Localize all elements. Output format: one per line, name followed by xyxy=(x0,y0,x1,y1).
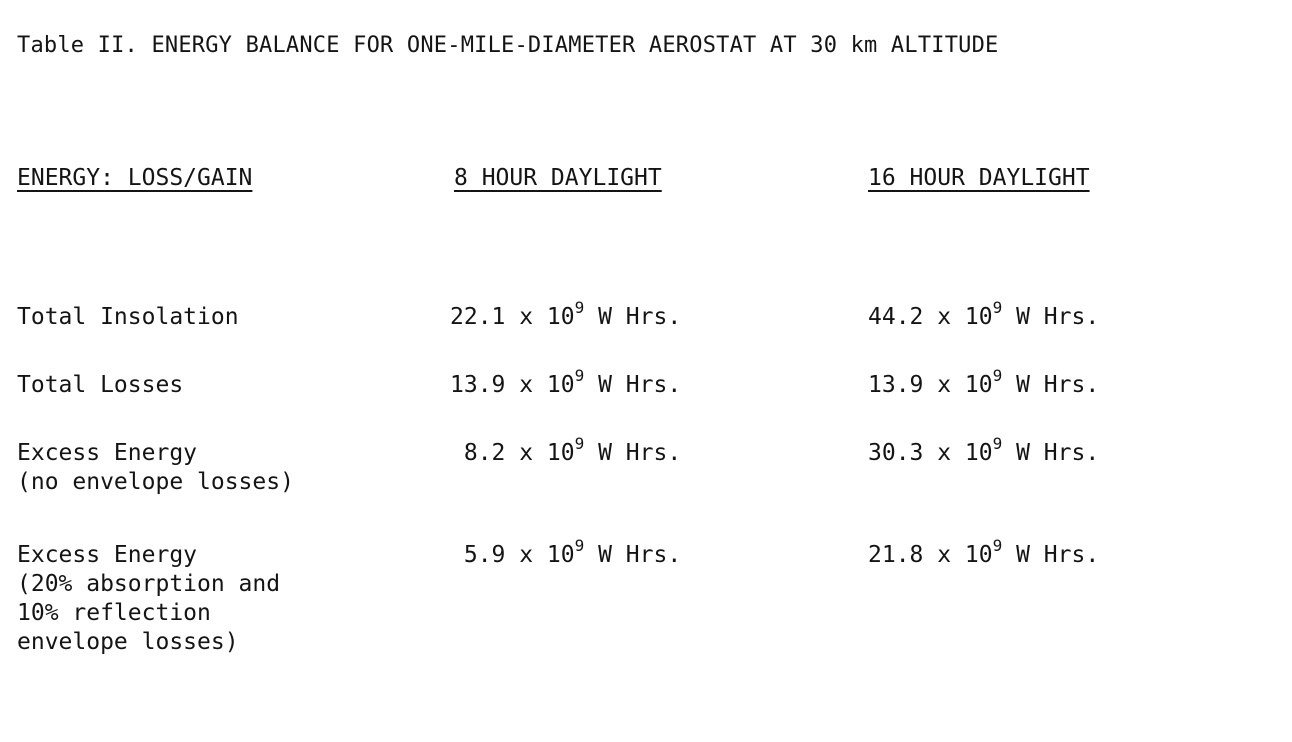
table-title: Table II. ENERGY BALANCE FOR ONE-MILE-DIAMETER AEROSTAT AT 30 km ALTITUDE xyxy=(17,33,999,58)
row-label-total-losses: Total Losses xyxy=(17,372,184,398)
value-8h-total-insolation: 22.1 x $10^9$ W Hrs. xyxy=(450,298,682,330)
row-label-total-insolation: Total Insolation xyxy=(17,304,239,330)
column-header-8-hour: 8 HOUR DAYLIGHT xyxy=(454,165,662,191)
row-label-excess-energy-envelope-losses: Excess Energy (20% absorption and 10% reflection envelope losses) xyxy=(17,542,281,655)
value-16h-total-losses: 13.9 x $10^9$ W Hrs. xyxy=(868,366,1100,398)
row-label-excess-energy-no-losses: Excess Energy (no envelope losses) xyxy=(17,440,294,495)
column-header-energy: ENERGY: LOSS/GAIN xyxy=(17,165,253,191)
value-16h-excess-energy-envelope-losses: 21.8 x $10^9$ W Hrs. xyxy=(868,536,1100,568)
value-8h-total-losses: 13.9 x $10^9$ W Hrs. xyxy=(450,366,682,398)
value-16h-total-insolation: 44.2 x $10^9$ W Hrs. xyxy=(868,298,1100,330)
value-8h-excess-energy-envelope-losses: 5.9 x $10^9$ W Hrs. xyxy=(450,536,682,568)
value-16h-excess-energy-no-losses: 30.3 x $10^9$ W Hrs. xyxy=(868,434,1100,466)
value-8h-excess-energy-no-losses: 8.2 x $10^9$ W Hrs. xyxy=(450,434,682,466)
column-header-16-hour: 16 HOUR DAYLIGHT xyxy=(868,165,1090,191)
